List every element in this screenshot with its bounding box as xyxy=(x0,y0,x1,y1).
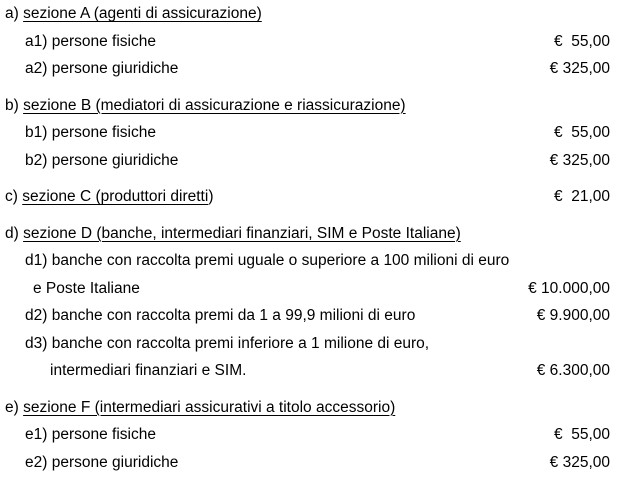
row-label xyxy=(5,357,537,385)
row-label xyxy=(5,55,550,83)
fee-item-row xyxy=(5,28,610,56)
fee-item-row xyxy=(5,275,610,303)
row-label xyxy=(5,119,554,147)
row-label xyxy=(5,394,610,422)
section-letter: b) xyxy=(5,96,24,114)
row-label xyxy=(5,183,554,211)
fee-amount: € 325,00 xyxy=(549,151,610,169)
fee-item-row xyxy=(5,330,610,358)
section-heading-row xyxy=(5,183,610,211)
row-label xyxy=(5,147,550,175)
fee-item-row xyxy=(5,55,610,83)
section-letter: c) xyxy=(5,188,23,205)
fee-amount: € 10.000,00 xyxy=(528,279,610,297)
row-label xyxy=(5,275,528,303)
fee-amount: € 325,00 xyxy=(549,60,610,77)
fee-item-label: d2) banche con raccolta premi da 1 a 99,9 milioni di euro xyxy=(25,307,416,324)
row-label xyxy=(5,220,610,248)
fee-item-row xyxy=(5,421,610,449)
fee-item-row xyxy=(5,302,610,330)
section-heading-row xyxy=(5,92,610,120)
fee-item-label: e2) persone giuridiche xyxy=(25,453,179,471)
section-title: sezione F (intermediari assicurativi a titolo accessorio) xyxy=(23,398,396,416)
section-title: sezione D (banche, intermediari finanziari, SIM e Poste Italiane) xyxy=(23,224,461,242)
section-title: sezione A (agenti di assicurazione) xyxy=(23,5,262,22)
fee-item-row xyxy=(5,449,610,477)
row-label xyxy=(5,330,610,358)
fee-item-label: d3) banche con raccolta premi inferiore a 1 milione di euro, xyxy=(25,334,430,352)
row-label xyxy=(5,302,537,330)
fee-amount: € 325,00 xyxy=(549,453,610,471)
fee-item-label: e1) persone fisiche xyxy=(25,426,156,443)
section-letter: d) xyxy=(5,224,24,242)
section-title: sezione B (mediatori di assicurazione e riassicurazione) xyxy=(23,96,406,114)
fee-amount: € 55,00 xyxy=(553,426,610,443)
fee-item-row xyxy=(5,147,610,175)
section-heading-row xyxy=(5,0,610,28)
fee-amount: € 55,00 xyxy=(553,124,610,141)
fee-amount: € 6.300,00 xyxy=(536,362,610,379)
section-title: sezione C (produttori diretti xyxy=(22,188,209,205)
fee-amount: € 9.900,00 xyxy=(536,307,610,324)
row-label xyxy=(5,92,610,120)
section-heading-row xyxy=(5,220,610,248)
fee-item-row xyxy=(5,357,610,385)
section-heading-row xyxy=(5,394,610,422)
section-title-suffix: ) xyxy=(208,188,214,205)
fee-amount: € 21,00 xyxy=(553,188,610,205)
section-letter: e) xyxy=(5,398,24,416)
row-label xyxy=(5,0,610,28)
fee-item-label: b1) persone fisiche xyxy=(25,124,156,141)
fee-item-label: e Poste Italiane xyxy=(33,279,140,297)
row-label xyxy=(5,28,554,56)
row-label xyxy=(5,449,550,477)
fee-item-row xyxy=(5,247,610,275)
fee-amount: € 55,00 xyxy=(553,32,610,50)
fee-item-label: a2) persone giuridiche xyxy=(25,60,179,77)
section-letter: a) xyxy=(5,5,24,22)
row-label xyxy=(5,247,610,275)
row-label xyxy=(5,421,554,449)
fee-item-label: a1) persone fisiche xyxy=(25,32,156,50)
fee-item-label: intermediari finanziari e SIM. xyxy=(50,362,247,379)
fee-item-label: b2) persone giuridiche xyxy=(25,151,179,169)
fee-item-row xyxy=(5,119,610,147)
fee-item-label: d1) banche con raccolta premi uguale o superiore a 100 milioni di euro xyxy=(25,252,510,269)
